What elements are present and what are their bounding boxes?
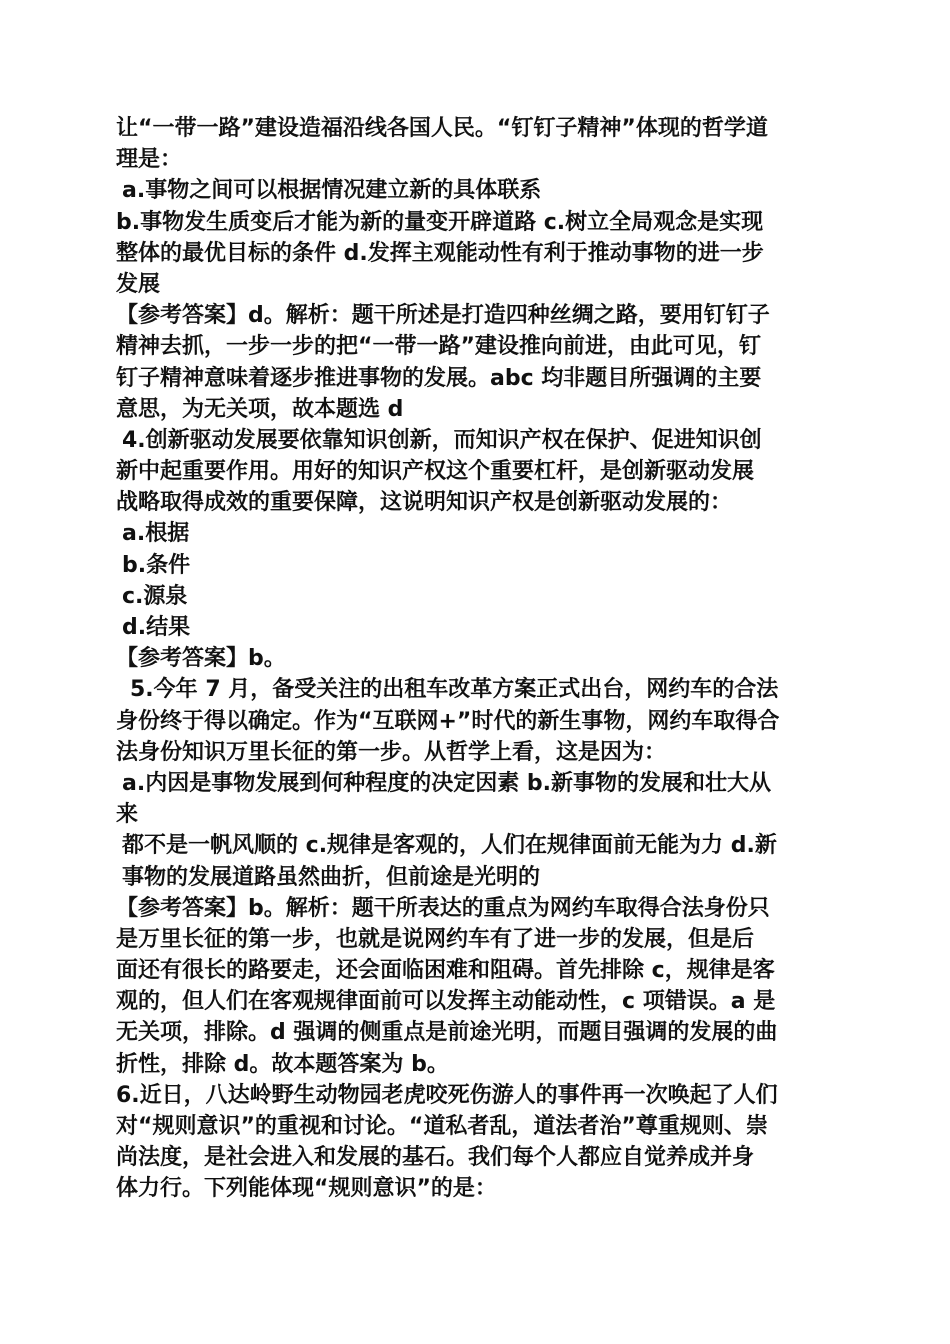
document-page	[116, 113, 836, 1205]
question-line: 身份终于得以确定。作为“互联网+”时代的新生事物，网约车取得合	[116, 708, 780, 734]
question-line: 体力行。下列能体现“规则意识”的是：	[116, 1176, 497, 1202]
option-line: b.条件	[122, 552, 191, 578]
answer-line: 【参考答案】d。解析：题干所述是打造四种丝绸之路，要用钉钉子	[116, 303, 770, 329]
option-line: a.事物之间可以根据情况建立新的具体联系	[122, 178, 542, 204]
option-line: 事物的发展道路虽然曲折，但前途是光明的	[122, 864, 541, 890]
text-line: 让“一带一路”建设造福沿线各国人民。“钉钉子精神”体现的哲学道	[116, 116, 768, 141]
option-line: b.事物发生质变后才能为新的量变开辟道路 c.树立全局观念是实现	[116, 209, 764, 235]
answer-line: 无关项，排除。d 强调的侧重点是前途光明，而题目强调的发展的曲	[116, 1020, 778, 1046]
question-line: 对“规则意识”的重视和讨论。“道私者乱，道法者治”尊重规则、崇	[116, 1114, 768, 1139]
answer-line: 【参考答案】b。解析：题干所表达的重点为网约车取得合法身份只	[116, 895, 770, 921]
answer-line: 精神去抓，一步一步的把“一带一路”建设推向前进，由此可见，钉	[116, 334, 761, 360]
question-line: 法身份知识万里长征的第一步。从哲学上看，这是因为：	[116, 739, 667, 765]
answer-line: 面还有很长的路要走，还会面临困难和阻碍。首先排除 c，规律是客	[116, 958, 775, 984]
answer-line: 【参考答案】b。	[116, 646, 286, 672]
question-line: 5.今年 7 月，备受关注的出租车改革方案正式出台，网约车的合法	[130, 677, 779, 703]
option-line: c.源泉	[122, 583, 188, 609]
answer-line: 钉子精神意味着逐步推进事物的发展。abc 均非题目所强调的主要	[116, 365, 762, 391]
question-line: 4.创新驱动发展要依靠知识创新，而知识产权在保护、促进知识创	[122, 427, 762, 453]
question-line: 尚法度，是社会进入和发展的基石。我们每个人都应自觉养成并身	[116, 1145, 755, 1171]
answer-line: 折性，排除 d。故本题答案为 b。	[116, 1051, 449, 1077]
option-line: 发展	[116, 271, 161, 297]
question-line: 新中起重要作用。用好的知识产权这个重要杠杆，是创新驱动发展	[116, 459, 755, 485]
text-line: 理是：	[116, 147, 183, 173]
question-line: 6.近日，八达岭野生动物园老虎咬死伤游人的事件再一次唤起了人们	[116, 1082, 778, 1108]
option-line: 来	[116, 802, 139, 828]
option-line: d.结果	[122, 615, 191, 640]
answer-line: 是万里长征的第一步，也就是说网约车有了进一步的发展，但是后	[116, 926, 755, 952]
option-line: 整体的最优目标的条件 d.发挥主观能动性有利于推动事物的进一步	[116, 240, 764, 266]
question-line: 战略取得成效的重要保障，这说明知识产权是创新驱动发展的：	[116, 490, 733, 516]
option-line: a.内因是事物发展到何种程度的决定因素 b.新事物的发展和壮大从	[122, 770, 771, 796]
answer-line: 观的，但人们在客观规律面前可以发挥主动能动性，c 项错误。a 是	[116, 989, 776, 1015]
option-line: 都不是一帆风顺的 c.规律是客观的，人们在规律面前无能为力 d.新	[122, 833, 777, 859]
answer-line: 意思，为无关项，故本题选 d	[116, 396, 404, 422]
option-line: a.根据	[122, 521, 190, 547]
